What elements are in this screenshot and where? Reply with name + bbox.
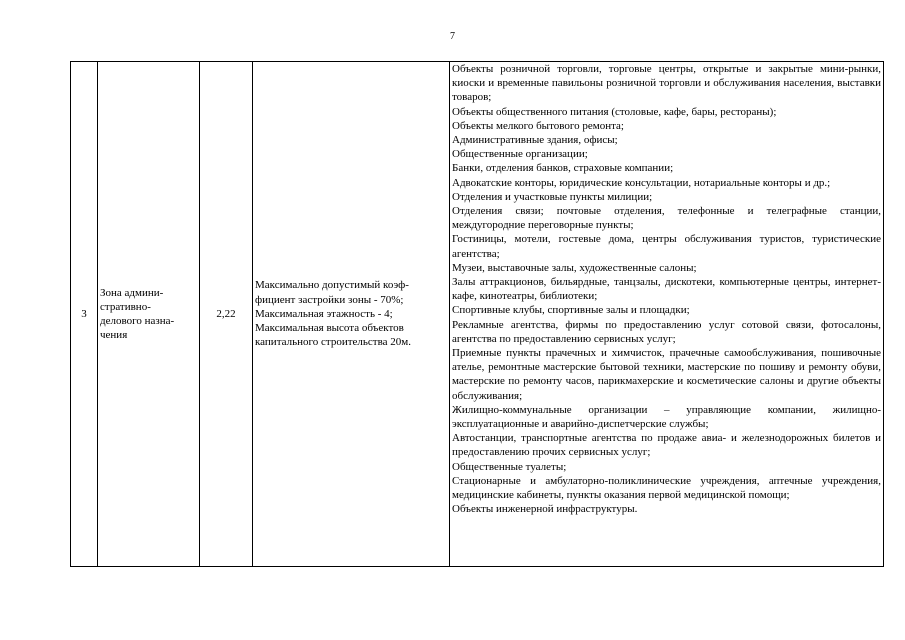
- parameter-line: Максимальная этажность - 4;: [255, 307, 393, 320]
- zone-name-line: Зона админи-: [100, 286, 164, 299]
- parameter-line: фициент застройки зоны - 70%;: [255, 293, 404, 306]
- list-item: Административные здания, офисы;: [452, 134, 618, 147]
- list-item: Объекты розничной торговли, торговые центры, открытые и закрытые мини-рынки, киоски и временные павильоны розничной торговли и обслуживания населения, выставки товаров;: [452, 63, 881, 104]
- list-item: Объекты общественного питания (столовые, кафе, бары, рестораны);: [452, 105, 777, 118]
- list-item: Общественные туалеты;: [452, 460, 567, 473]
- list-item: Общественные организации;: [452, 148, 588, 161]
- list-item: Банки, отделения банков, страховые компании;: [452, 162, 674, 175]
- objects-list: [452, 62, 881, 517]
- list-item: Приемные пункты прачечных и химчисток, прачечные самообслуживания, пошивочные ателье, ремонтные мастерские бытовой техники, мастерские по пошиву и ремонту обуви, мастерские по ремонту часов, парикмахерские и косметические салоны и другие объекты обслуживания;: [452, 347, 881, 402]
- list-item: Спортивные клубы, спортивные залы и площадки;: [452, 304, 690, 317]
- row-number-cell: [71, 62, 98, 567]
- parameter-line: Максимально допустимый коэф-: [255, 279, 409, 292]
- coefficient-value: 2,22: [216, 307, 236, 320]
- objects-cell: [450, 62, 884, 567]
- coefficient-cell: [200, 62, 253, 567]
- parameters-cell: [253, 62, 450, 567]
- list-item: Объекты мелкого бытового ремонта;: [452, 119, 624, 132]
- row-number: 3: [81, 307, 87, 320]
- list-item: Адвокатские конторы, юридические консультации, нотариальные конторы и др.;: [452, 176, 831, 189]
- list-item: Отделения связи; почтовые отделения, телефонные и телеграфные станции, междугородние переговорные пункты;: [452, 205, 881, 232]
- parameter-line: Максимальная высота объектов: [255, 322, 404, 335]
- list-item: Жилищно-коммунальные организации – управляющие компании, жилищно-эксплуатационные и аварийно-диспетчерские службы;: [452, 403, 881, 431]
- zone-name-line: чения: [100, 329, 128, 342]
- zone-name-line: делового назна-: [100, 315, 175, 327]
- list-item: Объекты инженерной инфраструктуры.: [452, 503, 638, 516]
- zone-name-line: стративно-: [100, 300, 151, 313]
- list-item: Гостиницы, мотели, гостевые дома, центры обслуживания туристов, туристические агентства;: [452, 233, 881, 260]
- list-item: Автостанции, транспортные агентства по продаже авиа- и железнодорожных билетов и предоставлению прочих сервисных услуг;: [452, 432, 881, 459]
- list-item: Отделения и участковые пункты милиции;: [452, 190, 653, 203]
- list-item: Рекламные агентства, фирмы по предоставлению услуг сотовой связи, фотосалоны, агентства по предоставлению сервисных услуг;: [452, 318, 881, 345]
- parameter-line: капитального строительства 20м.: [255, 336, 411, 349]
- page-number: 7: [450, 31, 455, 42]
- zoning-table: [70, 61, 884, 567]
- list-item: Залы аттракционов, бильярдные, танцзалы, дискотеки, компьютерные центры, интернет-кафе, кинотеатры, библиотеки;: [452, 276, 881, 303]
- list-item: Музеи, выставочные залы, художественные салоны;: [452, 261, 697, 274]
- zone-name-cell: [98, 62, 200, 567]
- list-item: Стационарные и амбулаторно-поликлинические учреждения, аптечные учреждения, медицинские кабинеты, пункты оказания первой медицинской помощи;: [452, 474, 881, 502]
- table-row: [71, 62, 884, 567]
